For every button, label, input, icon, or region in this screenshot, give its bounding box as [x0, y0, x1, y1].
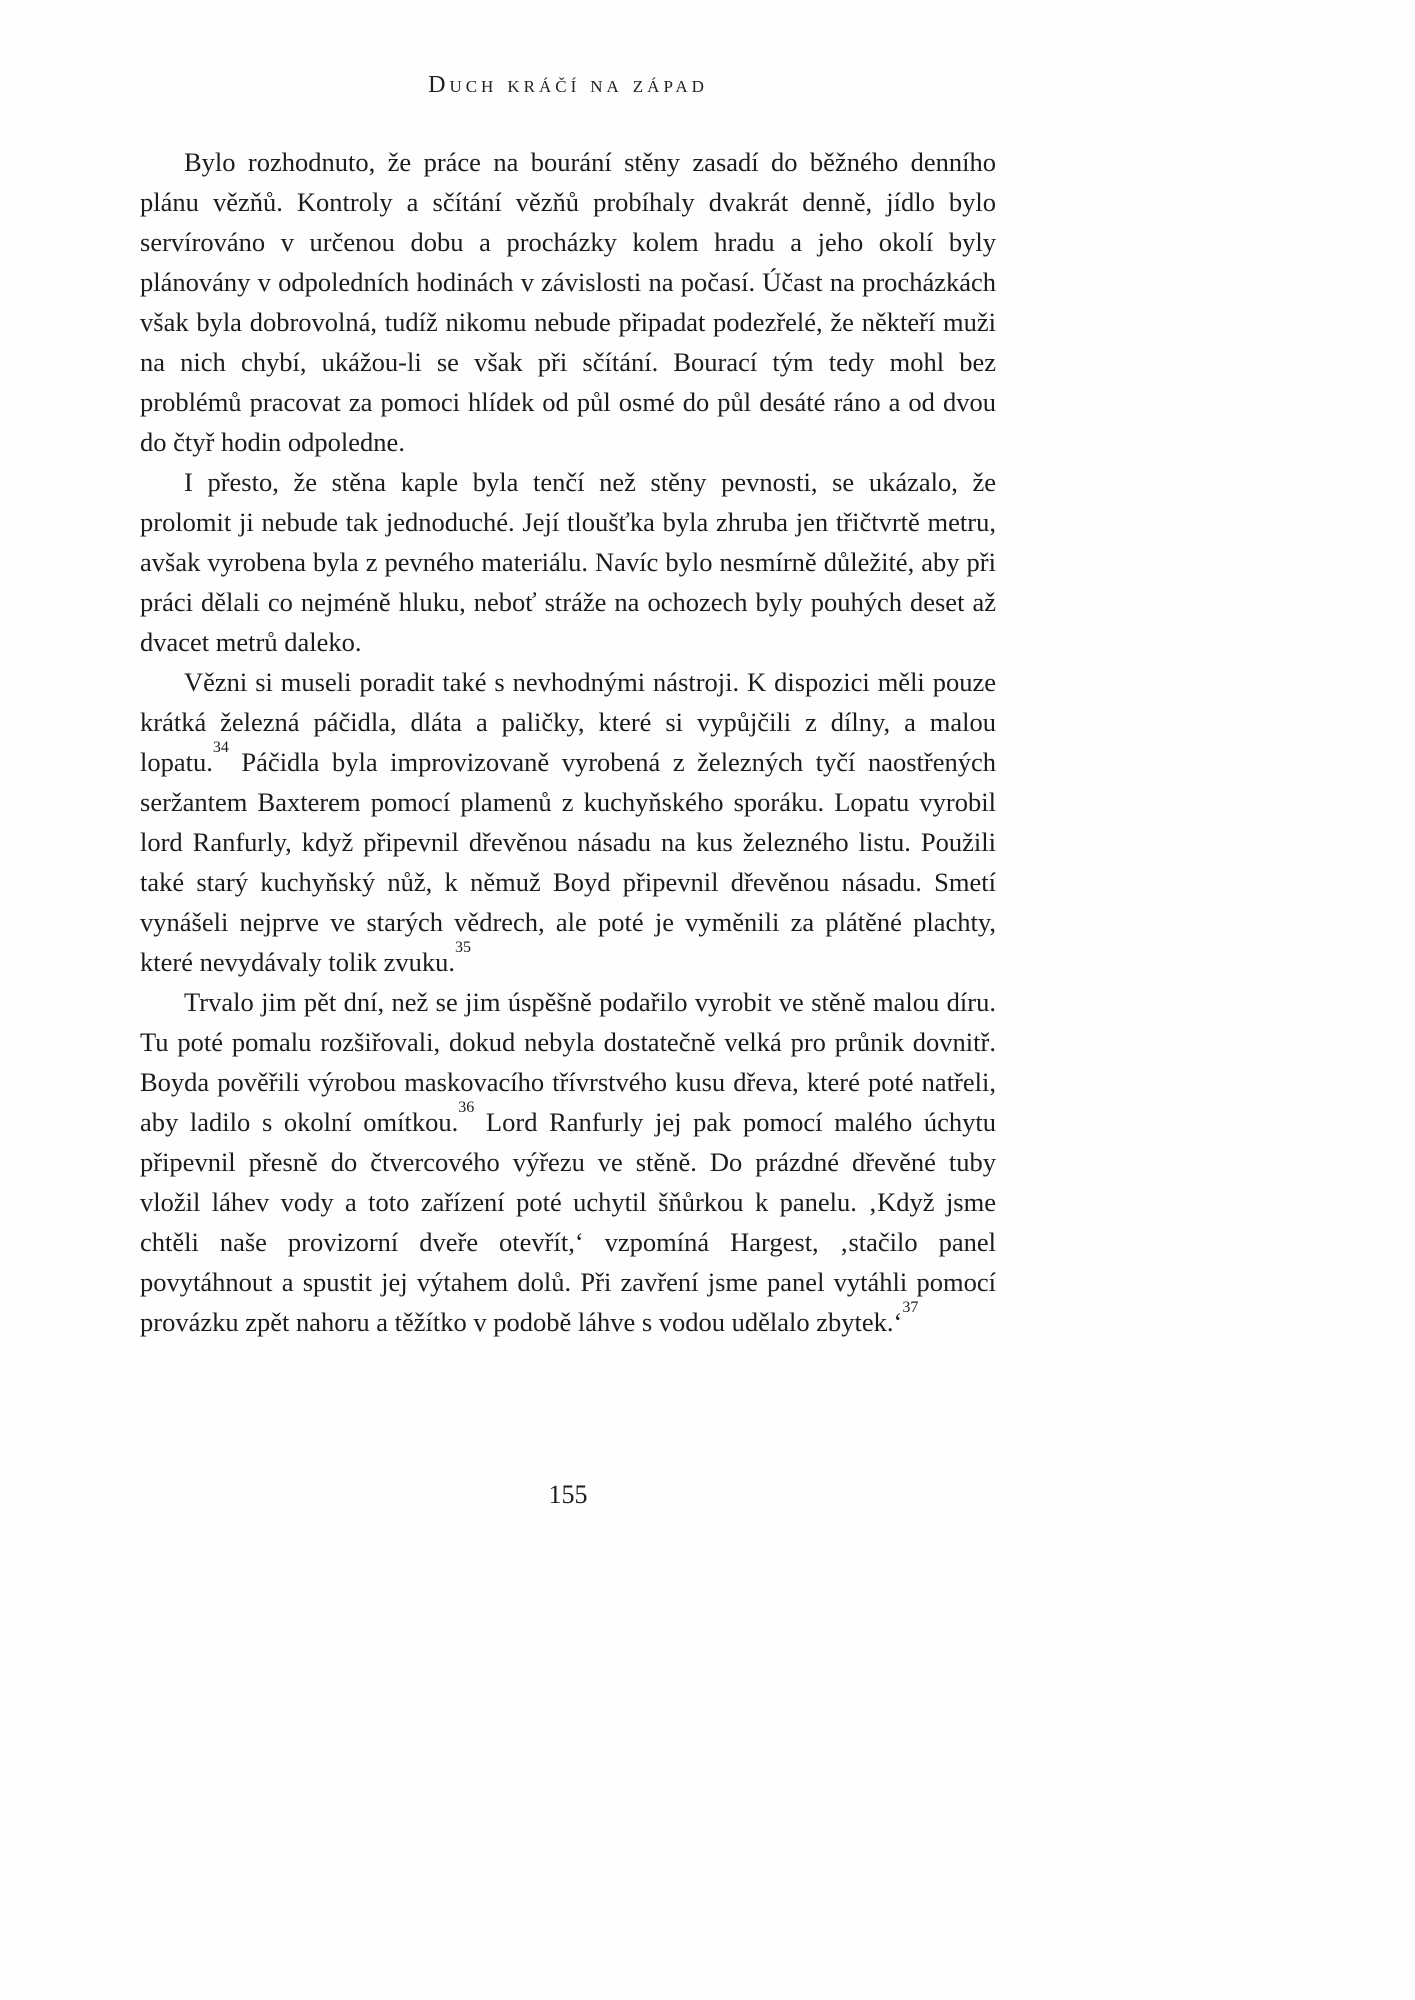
footnote-ref: 37 — [902, 1299, 919, 1317]
text-block — [140, 142, 996, 1342]
text-run: I přesto, že stěna kaple byla tenčí než stěny pevnosti, se ukázalo, že prolomit ji nebude tak jednoduché. Její tloušťka byla zhruba jen třičtvrtě metru, avšak vyrobena byla z pevného materiálu. Navíc bylo nesmírně důležité, aby při práci dělali co nejméně hluku, neboť stráže na ochozech byly pouhých deset až dvacet metrů daleko. — [140, 467, 996, 657]
text-run: Vězni si museli poradit také s nevhodnými nástroji. K dispozici měli pouze krátká železná páčidla, dláta a paličky, které si vypůjčili z dílny, a malou lopatu. — [140, 667, 996, 777]
page-number: 155 — [548, 1480, 588, 1509]
footnote-ref: 34 — [212, 739, 229, 757]
running-header: Duch kráčí na západ — [428, 72, 708, 98]
text-run: Páčidla byla improvizovaně vyrobená z železných tyčí naostřených seržantem Baxterem pomocí plamenů z kuchyňského sporáku. Lopatu vyrobil lord Ranfurly, když připevnil dřevěnou násadu na kus železného listu. Použili také starý kuchyňský nůž, k němuž Boyd připevnil dřevěnou násadu. Smetí vynášeli nejprve ve starých vědrech, ale poté je vyměnili za plátěné plachty, které nevydávaly tolik zvuku. — [140, 747, 996, 977]
footnote-ref: 36 — [458, 1099, 475, 1117]
paragraph — [140, 142, 996, 462]
text-run: Lord Ranfurly jej pak pomocí malého úchytu připevnil přesně do čtvercového výřezu ve stěně. Do prázdné dřevěné tuby vložil láhev vody a toto zařízení poté uchytil šňůrkou k panelu. ‚Když jsme chtěli naše provizorní dveře otevřít,‘ vzpomíná Hargest, ‚stačilo panel povytáhnout a spustit jej výtahem dolů. Při zavření jsme panel vytáhli pomocí provázku zpět nahoru a těžítko v podobě láhve s vodou udělalo zbytek.‘ — [140, 1107, 996, 1337]
text-run: Trvalo jim pět dní, než se jim úspěšně podařilo vyrobit ve stěně malou díru. Tu poté pomalu rozšiřovali, dokud nebyla dostatečně velká pro průnik dovnitř. Boyda pověřili výrobou maskovacího třívrstvého kusu dřeva, které poté natřeli, aby ladilo s okolní omítkou. — [140, 987, 996, 1137]
paragraph — [140, 982, 996, 1342]
text-run: Bylo rozhodnuto, že práce na bourání stěny zasadí do běžného denního plánu vězňů. Kontroly a sčítání vězňů probíhaly dvakrát denně, jídlo bylo servírováno v určenou dobu a procházky kolem hradu a jeho okolí byly plánovány v odpoledních hodinách v závislosti na počasí. Účast na procházkách však byla dobrovolná, tudíž nikomu nebude připadat podezřelé, že někteří muži na nich chybí, ukážou-li se však při sčítání. Bourací tým tedy mohl bez problémů pracovat za pomoci hlídek od půl osmé do půl desáté ráno a od dvou do čtyř hodin odpoledne. — [140, 147, 996, 457]
paragraph — [140, 662, 996, 982]
footnote-ref: 35 — [454, 939, 471, 957]
paragraph — [140, 462, 996, 662]
